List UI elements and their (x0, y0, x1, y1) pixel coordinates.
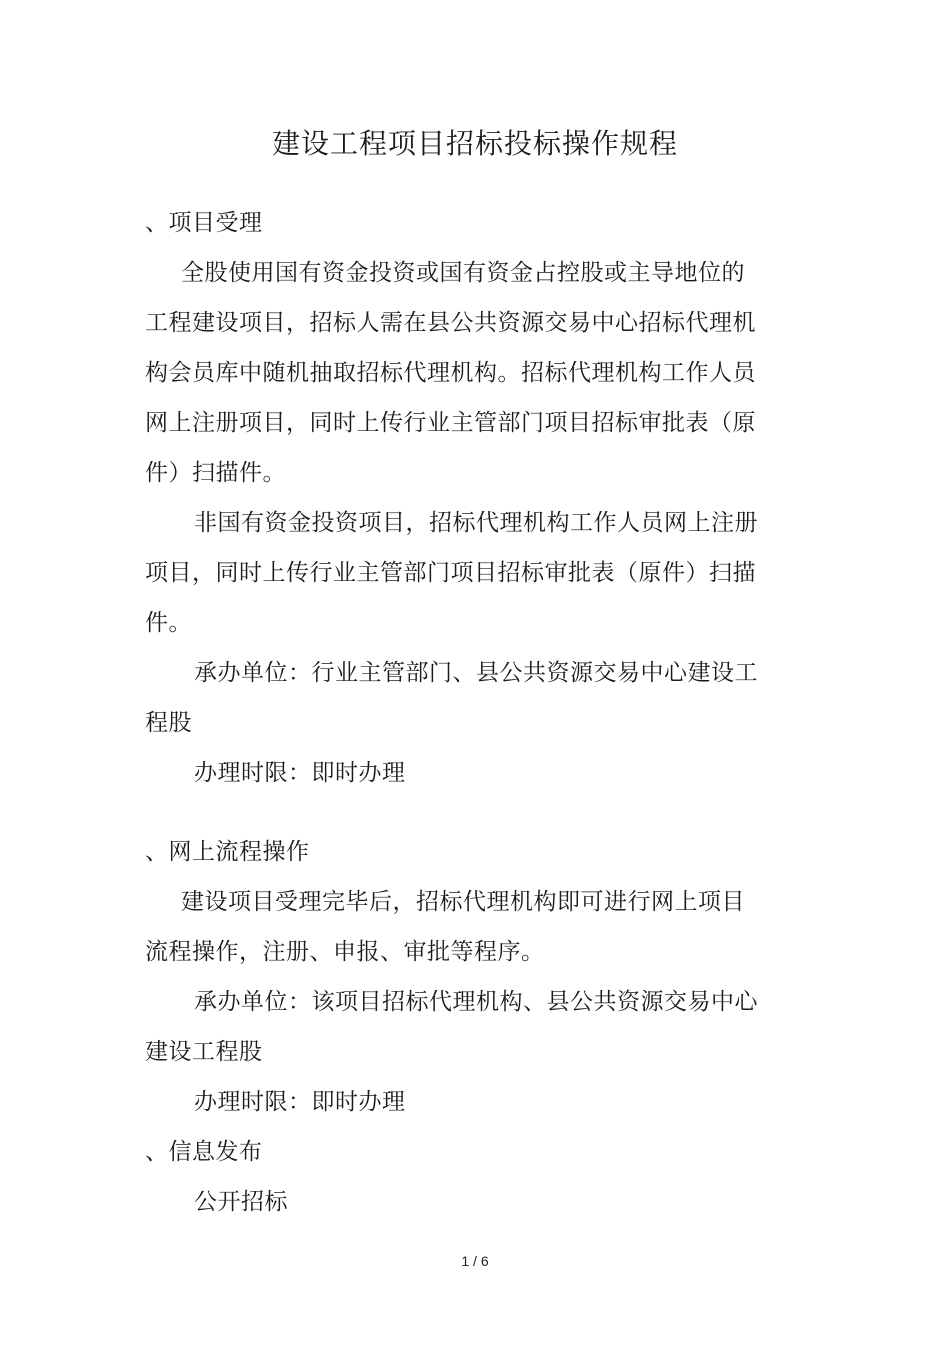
paragraph-line: 网上注册项目，同时上传行业主管部门项目招标审批表（原 (145, 410, 756, 436)
paragraph-line: 办理时限：即时办理 (194, 1089, 406, 1115)
paragraph-line: 程股 (145, 710, 192, 736)
document-title: 建设工程项目招标投标操作规程 (271, 127, 678, 160)
paragraph-line: 非国有资金投资项目，招标代理机构工作人员网上注册 (194, 510, 758, 536)
paragraph-line: 承办单位：行业主管部门、县公共资源交易中心建设工 (194, 660, 758, 686)
paragraph-line: 办理时限：即时办理 (194, 760, 406, 786)
paragraph-line: 件）扫描件。 (145, 460, 286, 486)
paragraph-line: 件。 (145, 610, 192, 636)
paragraph-line: 公开招标 (194, 1189, 288, 1215)
paragraph-line: 承办单位：该项目招标代理机构、县公共资源交易中心 (194, 989, 758, 1015)
paragraph-line: 构会员库中随机抽取招标代理机构。招标代理机构工作人员 (145, 360, 756, 386)
paragraph-line: 工程建设项目，招标人需在县公共资源交易中心招标代理机 (145, 310, 756, 336)
section-heading: 、项目受理 (145, 210, 263, 236)
paragraph-line: 建设项目受理完毕后，招标代理机构即可进行网上项目 (181, 889, 745, 915)
section-heading: 、网上流程操作 (145, 839, 310, 865)
section-heading: 、信息发布 (145, 1139, 263, 1165)
paragraph-line: 流程操作，注册、申报、审批等程序。 (145, 939, 545, 965)
paragraph-line: 建设工程股 (145, 1039, 263, 1065)
paragraph-line: 全股使用国有资金投资或国有资金占控股或主导地位的 (181, 260, 745, 286)
page-number: 1 / 6 (461, 1253, 489, 1269)
paragraph-line: 项目，同时上传行业主管部门项目招标审批表（原件）扫描 (145, 560, 756, 586)
